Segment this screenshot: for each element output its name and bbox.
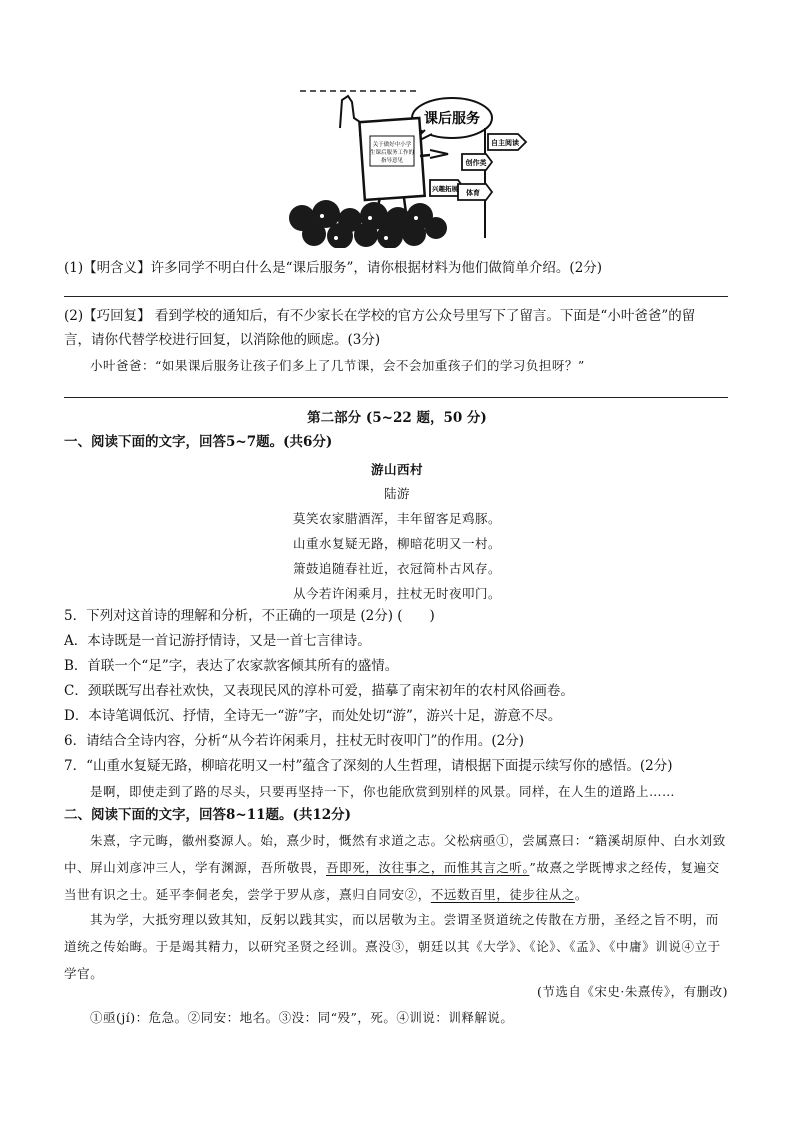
classical-text-paragraph-1: 朱熹，字元晦，徽州婺源人。始，熹少时，慨然有求道之志。父松病亟①，尝属熹曰：“籍溪胡原仲、白水刘致中、屏山刘彦冲三人，学有渊源，吾所敬畏，吾即死，汝往事之，而惟其言之听。”故熹之学既博求之经传，复遍交当世有识之士。延平李侗老矣，尝学于罗从彦，熹归自同安②，不远数百里，徒步往从之。 [64, 833, 726, 902]
sign-1: 自主阅读 [491, 139, 519, 147]
q6-stem: 6．请结合全诗内容，分析“从今若许闲乘月，拄杖无时夜叩门”的作用。(2分) [64, 733, 525, 749]
section1-heading: 一、阅读下面的文字，回答5~7题。(共6分) [64, 434, 333, 450]
poem-line: 从今若许闲乘月，拄杖无时夜叩门。 [292, 586, 501, 601]
board-text-2: 生课后服务工作的 [369, 150, 415, 156]
sign-3: 兴趣拓展 [432, 185, 458, 193]
q5-stem: 5．下列对这首诗的理解和分析，不正确的一项是 (2分) ( ) [64, 608, 435, 624]
part2-heading: 第二部分 (5~22 题，50 分) [307, 410, 487, 426]
answer-line [64, 296, 728, 297]
footnotes: ①亟(jí)：危急。②同安：地名。③没：同“殁”，死。④训说：训释解说。 [90, 1010, 514, 1025]
poem-line: 箫鼓追随春社近，衣冠简朴古风存。 [292, 561, 501, 576]
q4-sub2-line2: 言，请你代替学校进行回复，以消除他的顾虑。(3分) [64, 332, 381, 348]
sign-4: 体育 [466, 189, 480, 197]
q5-option-b: B．首联一个“足”字，表达了农家款客倾其所有的盛情。 [64, 658, 399, 674]
underlined-sentence-2: 不远数百里，徒步往从之 [430, 887, 575, 902]
underlined-sentence-1: 吾即死，汝往事之，而惟其言之听。 [326, 860, 530, 875]
answer-line [64, 397, 728, 398]
bubble-text: 课后服务 [424, 111, 480, 127]
poem-author: 陆游 [383, 486, 410, 501]
q4-sub1: (1)【明含义】许多同学不明白什么是“课后服务”，请你根据材料为他们做简单介绍。(2分) [64, 260, 603, 276]
board-text-1: 关于做好中小学 [372, 142, 412, 148]
q4-sub2-line1: (2)【巧回复】 看到学校的通知后，有不少家长在学校的官方公众号里写下了留言。下面是“小叶爸爸”的留 [64, 308, 696, 324]
after-school-service-cartoon [280, 88, 530, 248]
q7-stem: 7．“山重水复疑无路，柳暗花明又一村”蕴含了深刻的人生哲理，请根据下面提示续写你的感悟。(2分) [64, 758, 673, 774]
poem-line: 莫笑农家腊酒浑，丰年留客足鸡豚。 [292, 511, 501, 526]
text-source: (节选自《宋史·朱熹传》，有删改) [537, 984, 728, 999]
sign-2: 创作类 [465, 159, 487, 167]
poem-line: 山重水复疑无路，柳暗花明又一村。 [292, 536, 501, 551]
q7-prompt: 是啊，即使走到了路的尽头，只要再坚持一下，你也能欣赏到别样的风景。同样，在人生的道路上…… [90, 784, 676, 799]
classical-text-paragraph-2: 其为学，大抵穷理以致其知，反躬以践其实，而以居敬为主。尝谓圣贤道统之传散在方册，圣经之旨不明，而道统之传始晦。于是竭其精力，以研究圣贤之经训。熹没③，朝廷以其《大学》、《论》、《孟》、《中庸》训说④立于学官。 [64, 912, 721, 981]
q5-option-c: C．颈联既写出春社欢快，又表现民风的淳朴可爱，描摹了南宋初年的农村风俗画卷。 [64, 683, 574, 699]
poem-title: 游山西村 [370, 462, 423, 477]
q5-option-a: A．本诗既是一首记游抒情诗，又是一首七言律诗。 [64, 633, 371, 649]
q5-option-d: D．本诗笔调低沉、抒情，全诗无一“游”字，而处处切“游”，游兴十足，游意不尽。 [64, 708, 562, 724]
board-text-3: 指导意见 [380, 158, 404, 164]
parent-quote: 小叶爸爸：“如果课后服务让孩子们多上了几节课，会不会加重孩子们的学习负担呀？” [90, 358, 585, 373]
section2-heading: 二、阅读下面的文字，回答8~11题。(共12分) [64, 807, 352, 823]
